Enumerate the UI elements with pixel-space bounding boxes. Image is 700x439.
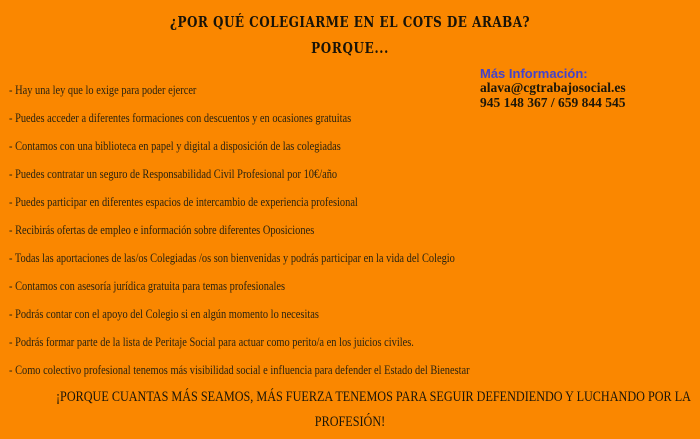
benefit-item [9, 216, 700, 244]
footer-slogan-line1: ¡PORQUE CUANTAS MÁS SEAMOS, MÁS FUERZA TENEMOS PARA SEGUIR DEFENDIENDO Y LUCHANDO POR LA [56, 389, 691, 405]
benefit-item [9, 132, 700, 160]
benefit-item-text: - Contamos con una biblioteca en papel y digital a disposición de las colegiadas [9, 138, 341, 153]
benefit-item [9, 328, 700, 356]
title-question: ¿POR QUÉ COLEGIARME EN EL COTS DE ARABA? [169, 13, 531, 31]
title-porque: PORQUE... [311, 39, 389, 57]
benefit-item [9, 188, 700, 216]
page-title [70, 13, 630, 57]
benefit-item-text: - Recibirás ofertas de empleo e información sobre diferentes Oposiciones [9, 222, 315, 237]
benefit-item [9, 76, 700, 104]
benefit-item-text: - Puedes acceder a diferentes formaciones con descuentos y en ocasiones gratuitas [9, 110, 352, 125]
benefit-item [9, 104, 700, 132]
benefit-item-text: - Como colectivo profesional tenemos más visibilidad social e influencia para defender el Estado del Bienestar [9, 362, 470, 377]
benefit-item-text: - Contamos con asesoría jurídica gratuita para temas profesionales [9, 278, 286, 293]
benefit-item [9, 160, 700, 188]
benefit-item-text: - Hay una ley que lo exige para poder ejercer [9, 82, 197, 97]
contact-phone-numbers: 945 148 367 / 659 844 545 [480, 94, 626, 110]
benefit-item [9, 272, 700, 300]
benefit-item-text: - Todas las aportaciones de las/os Colegiadas /os son bienvenidas y podrás participar en la vida del Colegio [9, 250, 455, 265]
contact-email: alava@cgtrabajosocial.es [480, 80, 626, 95]
benefit-item [9, 244, 700, 272]
footer-slogan [56, 385, 691, 435]
footer-slogan-line2: PROFESIÓN! [314, 414, 386, 430]
benefit-item-text: - Puedes contratar un seguro de Responsabilidad Civil Profesional por 10€/año [9, 166, 338, 181]
benefit-item [9, 300, 700, 328]
benefits-list [9, 76, 700, 384]
benefit-item-text: - Podrás formar parte de la lista de Peritaje Social para actuar como perito/a en los juicios civiles. [9, 334, 414, 349]
benefit-item-text: - Puedes participar en diferentes espacios de intercambio de experiencia profesional [9, 194, 358, 209]
benefit-item [9, 356, 700, 384]
benefit-item-text: - Podrás contar con el apoyo del Colegio si en algún momento lo necesitas [9, 306, 319, 321]
contact-heading: Más Información: [480, 66, 588, 81]
